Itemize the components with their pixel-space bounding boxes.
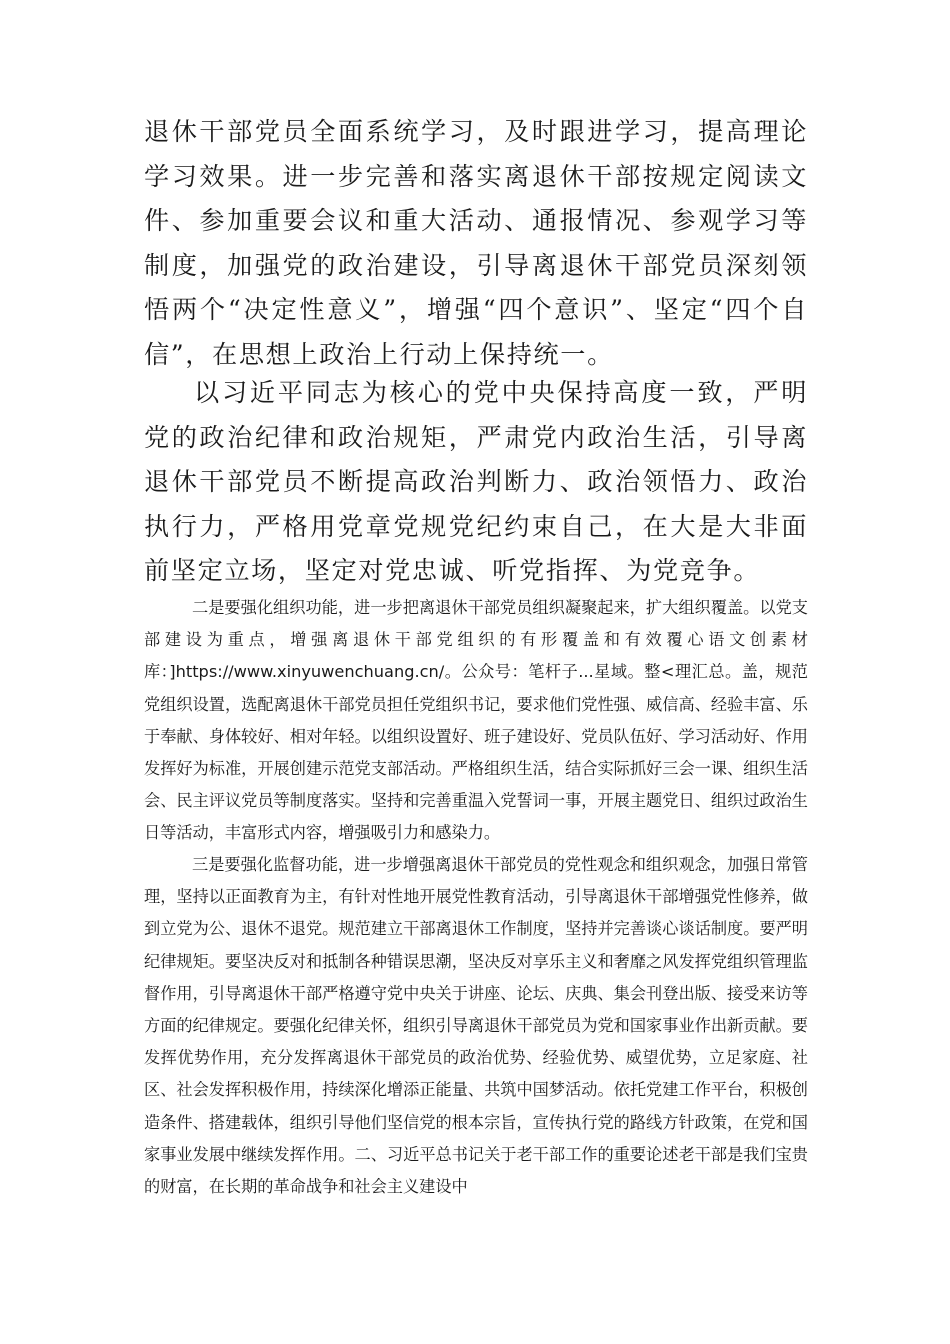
paragraph-organization-function: 二是要强化组织功能，进一步把离退休干部党员组织凝聚起来，扩大组织覆盖。以党支部建设为重点，增强离退休干部党组织的有形覆盖和有效覆心语文创素材库：]https://www.xinyuwenchuang.cn/。公众号：笔杆子...星域。整<理汇总。盖，规范党组织设置，选配离退休干部党员担任党组织书记，要求他们党性强、威信高、经验丰富、乐于奉献、身体较好、相对年轻。以组织设置好、班子建设好、党员队伍好、学习活动好、作用发挥好为标准，开展创建示范党支部活动。严格组织生活，结合实际抓好三会一课、组织生活会、民主评议党员等制度落实。坚持和完善重温入党誓词一事，开展主题党日、组织过政治生日等活动，丰富形式内容，增强吸引力和感染力。	[144, 598, 808, 843]
paragraph-supervision-function: 三是要强化监督功能，进一步增强离退休干部党员的党性观念和组织观念，加强日常管理，坚持以正面教育为主，有针对性地开展党性教育活动，引导离退休干部增强党性修养，做到立党为公、退休不退党。规范建立干部离退休工作制度，坚持并完善谈心谈话制度。要严明纪律规矩。要坚决反对和抵制各种错误思潮，坚决反对享乐主义和奢靡之风发挥党组织管理监督作用，引导离退休干部严格遵守党中央关于讲座、论坛、庆典、集会刊登出版、接受来访等方面的纪律规定。要强化纪律关怀，组织引导离退休干部党员为党和国家事业作出新贡献。要发挥优势作用，充分发挥离退休干部党员的政治优势、经验优势、威望优势，立足家庭、社区、社会发挥积极作用，持续深化增添正能量、共筑中国梦活动。依托党建工作平台，积极创造条件、搭建载体，组织引导他们坚信党的根本宗旨，宣传执行党的路线方针政策，在党和国家事业发展中继续发挥作用。二、习近平总书记关于老干部工作的重要论述老干部是我们宝贵的财富，在长期的革命战争和社会主义建设中	[144, 855, 808, 1197]
paragraph-political-discipline: 以习近平同志为核心的党中央保持高度一致，严明党的政治纪律和政治规矩，严肃党内政治生活，引导离退休干部党员不断提高政治判断力、政治领悟力、政治执行力，严格用党章党规党纪约束自己，在大是大非面前坚定立场，坚定对党忠诚、听党指挥、为党竞争。	[144, 378, 808, 585]
paragraph-theory-study: 退休干部党员全面系统学习，及时跟进学习，提高理论学习效果。进一步完善和落实离退休干部按规定阅读文件、参加重要会议和重大活动、通报情况、参观学习等制度，加强党的政治建设，引导离退休干部党员深刻领悟两个“决定性意义”，增强“四个意识”、坚定“四个自信”，在思想上政治上行动上保持统一。	[144, 117, 808, 369]
